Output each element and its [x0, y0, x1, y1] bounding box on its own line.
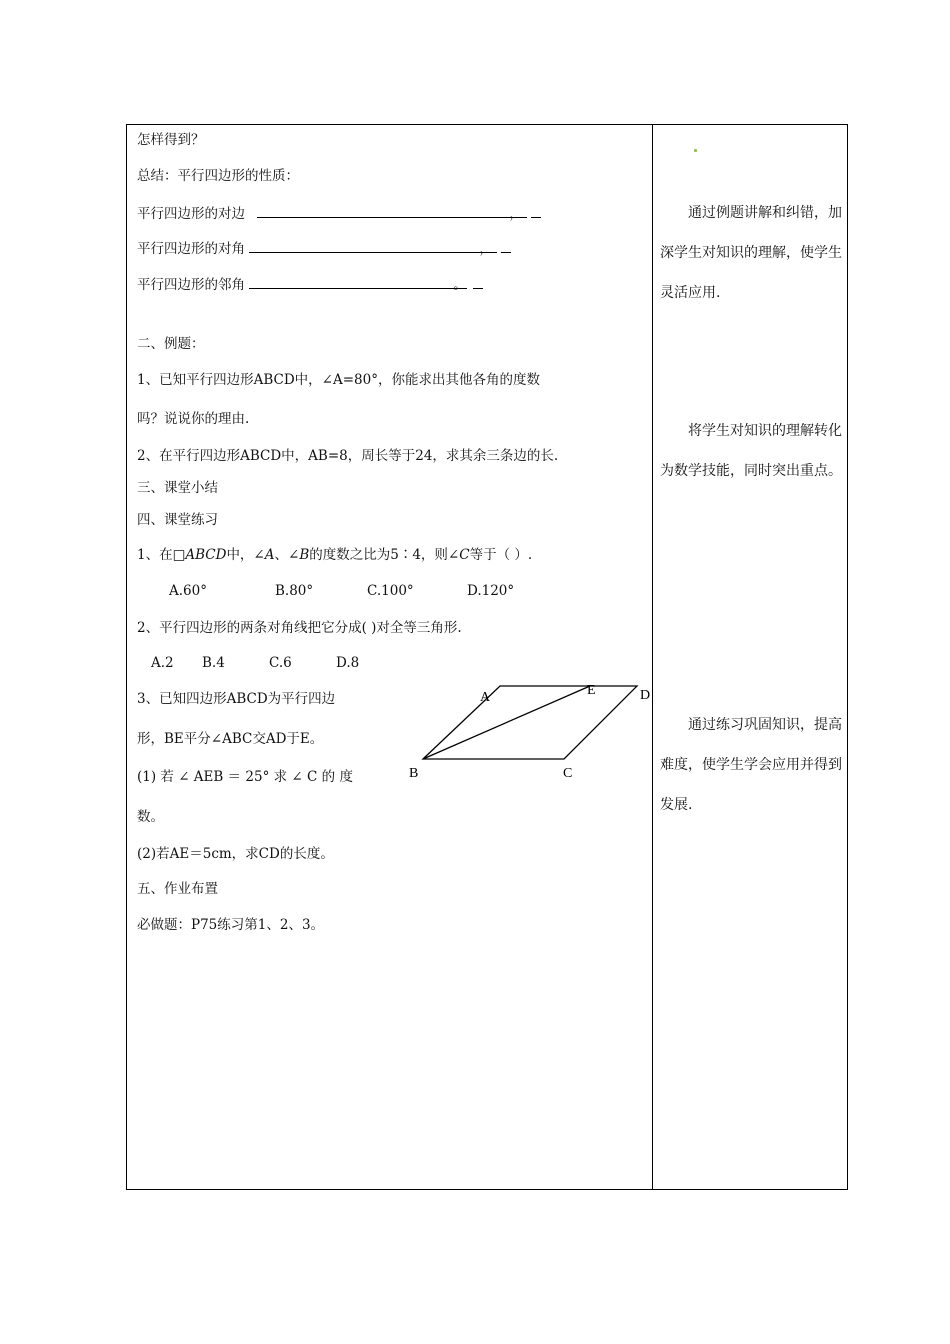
property-opposite-angles	[137, 238, 511, 258]
label-e: E	[587, 683, 596, 698]
practice-3-line-1: 3、已知四边形ABCD为平行四边	[137, 691, 336, 707]
note-text: 将学生对知识的理解转化为数学技能，同时突出重点。	[660, 423, 842, 479]
property-label: 平行四边形的邻角	[137, 277, 245, 293]
practice-3-line-4: 数。	[137, 809, 164, 825]
blank-end: ，	[509, 206, 523, 222]
angle-letter: B	[299, 547, 310, 563]
practice-1-part: 1、在	[137, 547, 173, 563]
label-c: C	[563, 766, 573, 781]
practice-3-line-5: (2)若AE＝5cm，求CD的长度。	[137, 846, 334, 862]
option: D.120°	[467, 583, 515, 599]
marker-dot	[694, 149, 697, 152]
label-a: A	[480, 690, 491, 705]
practice-3-line-3: (1) 若 ∠ AEB ＝ 25° 求 ∠ C 的 度	[137, 769, 353, 785]
note-skills	[660, 411, 842, 491]
section-homework: 五、作业布置	[137, 881, 218, 897]
angle-letter: A	[264, 547, 275, 563]
summary-heading: 总结：平行四边形的性质：	[137, 168, 299, 184]
note-practice	[660, 705, 842, 825]
note-text: 通过例题讲解和纠错，加深学生对知识的理解，使学生灵活应用.	[660, 205, 842, 301]
practice-2-options	[151, 654, 359, 672]
example-1-line-2: 吗？说说你的理由.	[137, 411, 250, 427]
property-opposite-sides	[137, 203, 541, 223]
column-divider	[652, 125, 653, 1189]
fill-blank-tail	[501, 238, 511, 253]
property-label: 平行四边形的对角	[137, 241, 245, 257]
angle-letter: C	[459, 547, 470, 563]
blank-end: 。	[453, 277, 467, 293]
label-b: B	[409, 766, 419, 781]
fill-blank	[257, 203, 527, 218]
example-2: 2、在平行四边形ABCD中，AB=8，周长等于24，求其余三条边的长.	[137, 448, 559, 464]
property-label: 平行四边形的对边	[137, 206, 245, 222]
option: C.100°	[367, 583, 414, 599]
practice-2: 2、平行四边形的两条对角线把它分成( )对全等三角形.	[137, 620, 462, 636]
option: D.8	[336, 655, 360, 671]
parallelogram-figure	[407, 677, 652, 787]
text-line-1: 怎样得到？	[137, 132, 205, 148]
note-text: 通过练习巩固知识，提高难度，使学生学会应用并得到发展.	[660, 717, 842, 813]
practice-1-part: 等于（ ）.	[469, 547, 533, 563]
section-examples: 二、例题：	[137, 336, 205, 352]
homework-text: 必做题：P75练习第1、2、3。	[137, 917, 325, 933]
note-examples	[660, 193, 842, 313]
parallelogram-symbol: □ABCD	[172, 547, 227, 563]
bisector-be	[423, 686, 590, 759]
practice-1	[137, 546, 532, 564]
example-1-line-1: 1、已知平行四边形ABCD中，∠A=80°，你能求出其他各角的度数	[137, 372, 540, 388]
option: A.60°	[169, 583, 207, 599]
fill-blank-tail	[531, 203, 541, 218]
section-summary: 三、课堂小结	[137, 480, 218, 496]
practice-1-part: 中，∠	[226, 547, 265, 563]
fill-blank	[249, 238, 497, 253]
fill-blank-tail	[473, 274, 483, 289]
practice-1-options	[169, 582, 514, 600]
parallelogram-abcd	[423, 686, 637, 759]
option: B.4	[202, 655, 225, 671]
practice-1-part: 、∠	[274, 547, 300, 563]
option: C.6	[269, 655, 292, 671]
option: A.2	[151, 655, 174, 671]
option: B.80°	[275, 583, 314, 599]
lesson-table	[126, 124, 848, 1190]
property-adjacent-angles	[137, 274, 483, 294]
section-practice: 四、课堂练习	[137, 512, 218, 528]
practice-1-part: 的度数之比为5∶4，则∠	[309, 547, 460, 563]
practice-3-line-2: 形，BE平分∠ABC交AD于E。	[137, 731, 324, 747]
label-d: D	[640, 688, 651, 703]
blank-end: ，	[479, 241, 493, 257]
fill-blank	[249, 274, 467, 289]
